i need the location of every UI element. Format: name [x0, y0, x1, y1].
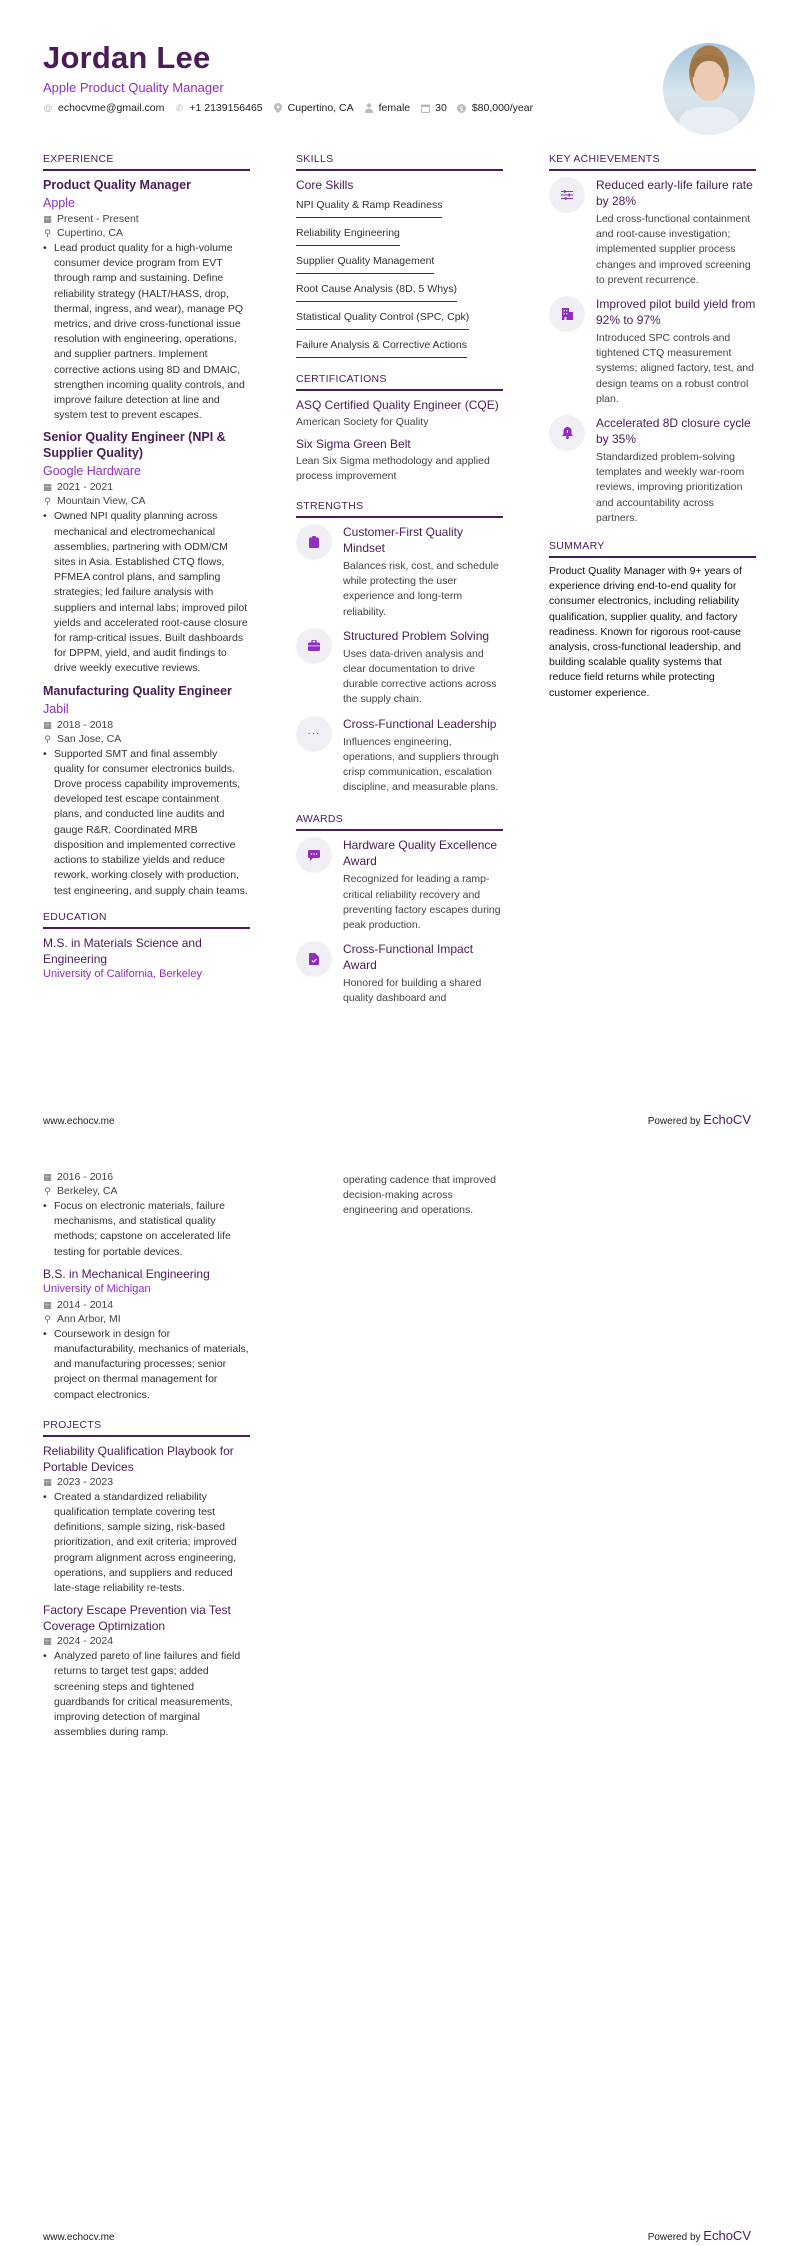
calendar-icon: ▦ — [43, 1476, 52, 1487]
clipboard-icon — [296, 524, 332, 560]
ellipsis-icon: ··· — [296, 716, 332, 752]
candidate-role: Apple Product Quality Manager — [43, 80, 224, 95]
location-pin-icon: ⚲ — [44, 1186, 51, 1196]
location-pin-icon: ⚲ — [44, 496, 51, 507]
job-dates: ▦ 2021 - 2021 — [43, 481, 114, 494]
job-description: • Supported SMT and final assembly quality for consumer electronics builds. Drove process capability improvements, developed test escape containment plans, and conducted line audits and gauge R&R. Coordinated MRB disposition and implemented corrective actions to stabilize yields and reduce rework, working closely with production, test engineering, and supply chain teams. — [43, 747, 248, 897]
calendar-icon: ▦ — [43, 482, 52, 493]
project-item — [43, 1443, 250, 1596]
footer-website[interactable]: www.echocv.me — [43, 2232, 115, 2243]
job-dates: ▦ 2018 - 2018 — [43, 718, 114, 731]
contact-row — [43, 102, 643, 114]
education-item — [43, 1266, 250, 1403]
company-name: Jabil — [43, 701, 69, 716]
award-title: Cross-Functional Impact Award — [343, 942, 474, 973]
achievement-desc: Led cross-functional containment and root-cause investigation; implemented supplier process changes and improved screening to prevent recurrence. — [596, 213, 751, 286]
person-icon — [364, 103, 374, 113]
calendar-icon: ▦ — [43, 1172, 52, 1182]
edu-dates: ▦ 2016 - 2016 — [43, 1171, 114, 1183]
edu-description: • Focus on electronic materials, failure mechanisms, and statistical quality methods; capstone on accelerated life testing for portable devices. — [43, 1200, 231, 1258]
left-column-page-2 — [43, 1170, 250, 1746]
footer-website[interactable]: www.echocv.me — [43, 1116, 115, 1127]
skill-item: Failure Analysis & Corrective Actions — [296, 335, 467, 358]
skill-item: Supplier Quality Management — [296, 251, 434, 274]
education-heading: EDUCATION — [43, 911, 250, 929]
middle-column-page-2 — [343, 1170, 503, 1219]
award-title: Hardware Quality Excellence Award — [343, 838, 498, 869]
strength-item — [296, 524, 503, 620]
project-title: Factory Escape Prevention via Test Coverage Optimization — [43, 1603, 231, 1634]
contact-location: Cupertino, CA — [273, 102, 354, 114]
calendar-icon: ▦ — [43, 1636, 52, 1647]
achievement-item — [549, 177, 756, 288]
resume-header — [43, 40, 643, 114]
location-pin-icon — [273, 103, 283, 113]
cert-name: ASQ Certified Quality Engineer (CQE) — [296, 398, 499, 412]
job-description: • Lead product quality for a high-volume consumer device program from EVT through ramp and sustaining. Define reliability strategy (HALT/HASS, drop, thermal, ingress, and wear), manage PQ metrics, and drive cross-functional issue resolution with engineering, operations, and supplier partners. Implement corrective actions using 8D and DMAIC, strengthen incoming quality controls, and improve failure detection at line and system test to prevent escapes. — [43, 242, 245, 422]
job-description: • Owned NPI quality planning across mechanical and electromechanical assemblies, partnering with ODM/CM sites in Asia. Established CTQ flows, PFMEA control plans, and sampling strategies; led failure analysis with suppliers and internal labs; improved pilot yields and accelerated root-cause closure for ramp-critical issues. Built dashboards for DPPM, yield, and audit findings to drive weekly executive reviews. — [43, 510, 248, 675]
strength-desc: Balances risk, cost, and schedule while protecting the user experience and long-term reliability. — [343, 560, 499, 618]
degree: M.S. in Materials Science and Engineering — [43, 935, 202, 966]
document-check-icon — [296, 941, 332, 977]
award-item — [296, 941, 503, 1006]
strength-item — [296, 628, 503, 708]
school: University of Michigan — [43, 1282, 151, 1295]
award-desc: Honored for building a shared quality dashboard and — [343, 977, 482, 1005]
company-name: Google Hardware — [43, 464, 141, 479]
footer-brand[interactable]: EchoCV — [703, 2228, 751, 2243]
chat-bubble-icon — [296, 837, 332, 873]
project-description: • Created a standardized reliability qualification template covering test definitions, sample sizing, risk-based prioritization, and exit criteria; improved program alignment across engineering, operations, and suppliers and reduced late-stage reliability re-tests. — [43, 1490, 237, 1595]
contact-salary: $ $80,000/year — [457, 102, 533, 114]
strengths-heading: STRENGTHS — [296, 500, 503, 518]
achievement-title: Improved pilot build yield from 92% to 97% — [596, 297, 756, 328]
phone-icon: ✆ — [175, 102, 184, 113]
footer-brand[interactable]: EchoCV — [703, 1112, 751, 1127]
strength-item — [296, 716, 503, 796]
cert-detail: Lean Six Sigma methodology and applied process improvement — [296, 455, 490, 482]
strength-title: Cross-Functional Leadership — [343, 716, 497, 731]
job-dates: ▦ Present - Present — [43, 213, 139, 225]
summary-heading: SUMMARY — [549, 540, 756, 558]
certification-item — [296, 397, 503, 430]
experience-item — [43, 177, 250, 423]
cert-issuer: American Society for Quality — [296, 416, 429, 428]
projects-heading: PROJECTS — [43, 1419, 250, 1437]
skill-item: Root Cause Analysis (8D, 5 Whys) — [296, 279, 457, 302]
achievement-item — [549, 296, 756, 407]
skills-heading: SKILLS — [296, 153, 503, 171]
sliders-icon — [549, 177, 585, 213]
candidate-name: Jordan Lee — [43, 40, 211, 75]
project-description: • Analyzed pareto of line failures and field returns to target test gaps; added screening steps and tightened guardbands for critical measurements, improving detection of marginal assemblies during ramp. — [43, 1650, 241, 1739]
bell-icon — [549, 415, 585, 451]
achievement-title: Reduced early-life failure rate by 28% — [596, 178, 753, 208]
education-item-continued — [43, 1170, 250, 1260]
skill-item: Statistical Quality Control (SPC, Cpk) — [296, 307, 469, 330]
award-desc-continued: operating cadence that improved decision-making across engineering and operations. — [343, 1174, 496, 1217]
powered-by: Powered by EchoCV — [647, 2228, 751, 2243]
calendar-icon: ▦ — [43, 214, 52, 224]
award-item — [296, 837, 503, 933]
edu-location: ⚲ Berkeley, CA — [44, 1185, 118, 1197]
location-pin-icon: ⚲ — [44, 733, 51, 744]
certifications-heading: CERTIFICATIONS — [296, 373, 503, 391]
cert-name: Six Sigma Green Belt — [296, 437, 411, 451]
project-item — [43, 1602, 250, 1740]
experience-item — [43, 683, 250, 899]
job-location: ⚲ Cupertino, CA — [44, 227, 123, 239]
achievement-desc: Standardized problem-solving templates and weekly war-room reviews, improving prioritization and accountability across partners. — [596, 451, 745, 524]
job-title: Product Quality Manager — [43, 178, 191, 192]
awards-heading: AWARDS — [296, 813, 503, 831]
at-icon: @ — [43, 103, 53, 113]
project-dates: ▦ 2024 - 2024 — [43, 1635, 114, 1648]
degree: B.S. in Mechanical Engineering — [43, 1266, 210, 1281]
achievement-title: Accelerated 8D closure cycle by 35% — [596, 416, 751, 447]
contact-email[interactable]: @ echocvme@gmail.com — [43, 102, 165, 114]
company-name: Apple — [43, 196, 75, 210]
left-column — [43, 153, 250, 988]
building-icon — [549, 296, 585, 332]
experience-item — [43, 429, 250, 676]
job-title: Senior Quality Engineer (NPI & Supplier Quality) — [43, 430, 226, 461]
contact-age: 30 — [420, 102, 447, 114]
calendar-icon — [420, 103, 430, 113]
skill-item: Reliability Engineering — [296, 223, 400, 246]
achievement-desc: Introduced SPC controls and tightened CTQ measurement systems; aligned factory, test, and design teams on a robust control plan. — [596, 332, 754, 405]
briefcase-icon — [296, 628, 332, 664]
achievements-heading: KEY ACHIEVEMENTS — [549, 153, 756, 171]
experience-heading: EXPERIENCE — [43, 153, 250, 171]
contact-gender: female — [364, 102, 411, 114]
page-footer — [43, 2228, 751, 2243]
job-location: ⚲ San Jose, CA — [44, 732, 122, 745]
skill-item: NPI Quality & Ramp Readiness — [296, 195, 442, 218]
calendar-icon: ▦ — [43, 1299, 52, 1310]
location-pin-icon: ⚲ — [44, 1313, 51, 1324]
edu-description: • Coursework in design for manufacturability, mechanics of materials, and manufacturing processes; senior project on thermal management for compact electronics. — [43, 1327, 249, 1401]
middle-column — [296, 153, 503, 1015]
edu-location: ⚲ Ann Arbor, MI — [44, 1312, 121, 1325]
skill-group-title: Core Skills — [296, 178, 354, 192]
powered-by: Powered by EchoCV — [647, 1112, 751, 1127]
strength-desc: Influences engineering, operations, and suppliers through crisp communication, escalation discipline, and measurable plans. — [343, 735, 499, 794]
right-column — [549, 153, 756, 701]
education-item — [43, 935, 250, 982]
certification-item — [296, 436, 503, 484]
strength-title: Structured Problem Solving — [343, 628, 490, 643]
edu-dates: ▦ 2014 - 2014 — [43, 1298, 114, 1311]
contact-phone[interactable]: ✆ +1 2139156465 — [175, 102, 263, 114]
achievement-item — [549, 415, 756, 526]
summary-text: Product Quality Manager with 9+ years of experience driving end-to-end quality for consumer electronics, including reliability qualification, supplier quality, and factory readiness. Known for rigorous root-cause analysis, cross-functional leadership, and building scalable quality systems that reduce field returns while protecting customer experience. — [549, 565, 742, 699]
svg-text:$: $ — [459, 104, 465, 113]
location-pin-icon: ⚲ — [44, 228, 51, 238]
job-location: ⚲ Mountain View, CA — [44, 495, 146, 508]
profile-photo — [663, 43, 755, 135]
page-footer — [43, 1112, 751, 1127]
school: University of California, Berkeley — [43, 967, 202, 980]
strength-desc: Uses data-driven analysis and clear documentation to drive durable corrective actions across the supply chain. — [343, 647, 497, 706]
project-dates: ▦ 2023 - 2023 — [43, 1475, 114, 1488]
calendar-icon: ▦ — [43, 719, 52, 730]
dollar-icon — [457, 103, 467, 113]
strength-title: Customer-First Quality Mindset — [343, 525, 464, 555]
project-title: Reliability Qualification Playbook for Portable Devices — [43, 1443, 234, 1474]
award-desc: Recognized for leading a ramp-critical reliability recovery and preventing factory escapes during peak production. — [343, 873, 501, 932]
job-title: Manufacturing Quality Engineer — [43, 683, 232, 698]
